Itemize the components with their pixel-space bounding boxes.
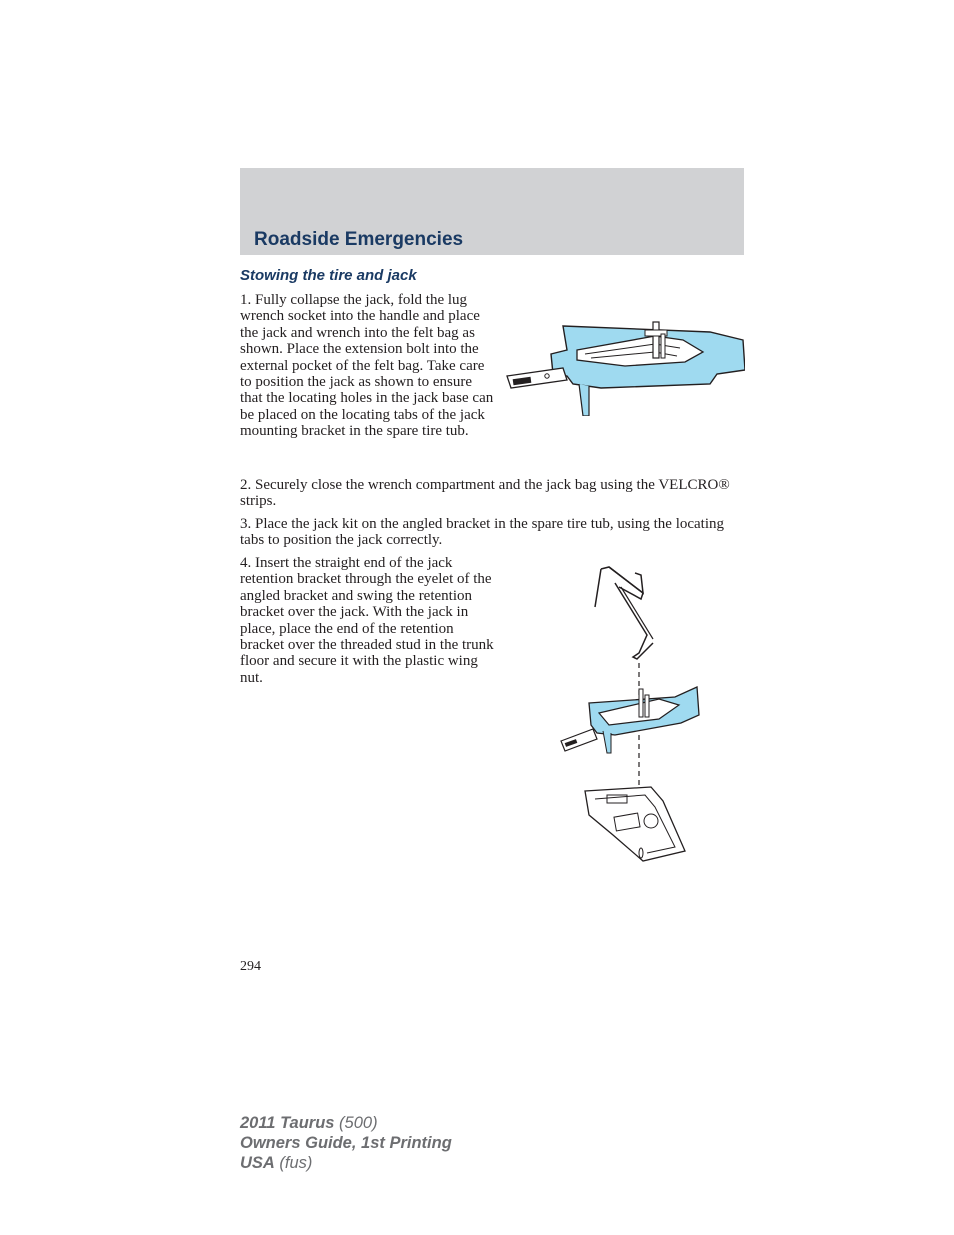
step-3-paragraph: 3. Place the jack kit on the angled bracket in the spare tire tub, using the locating tabs to position the jack correctly. <box>240 516 725 549</box>
step-2-paragraph: 2. Securely close the wrench compartment and the jack bag using the VELCRO® strips. <box>240 477 730 510</box>
section-title: Roadside Emergencies <box>254 229 464 250</box>
footer-line-model: 2011 Taurus (500) <box>240 1114 378 1132</box>
footer-line-guide: Owners Guide, 1st Printing <box>240 1134 452 1152</box>
page-number: 294 <box>240 959 261 974</box>
footer-line-market: USA (fus) <box>240 1154 313 1172</box>
step-4-paragraph: 4. Insert the straight end of the jack retention bracket through the eyelet of the angled bracket and swing the retention bracket over the jack. With the jack in place, place the end of the retention bracket over the threaded stud in the trunk floor and secure it with the plastic wing nut. <box>240 555 494 686</box>
subheading: Stowing the tire and jack <box>240 267 417 284</box>
step-1-paragraph: 1. Fully collapse the jack, fold the lug wrench socket into the handle and place the jack and wrench into the felt bag as shown. Place the extension bolt into the external pocket of the felt bag. Take care to position the jack as shown to ensure that the locating holes in the jack base can be placed on the locating tabs of the jack mounting bracket in the spare tire tub. <box>240 292 494 440</box>
retention-bracket-installation-illustration <box>555 563 705 870</box>
document-footer <box>240 1113 452 1173</box>
section-header-band <box>240 168 744 255</box>
jack-in-felt-bag-illustration <box>505 318 745 416</box>
